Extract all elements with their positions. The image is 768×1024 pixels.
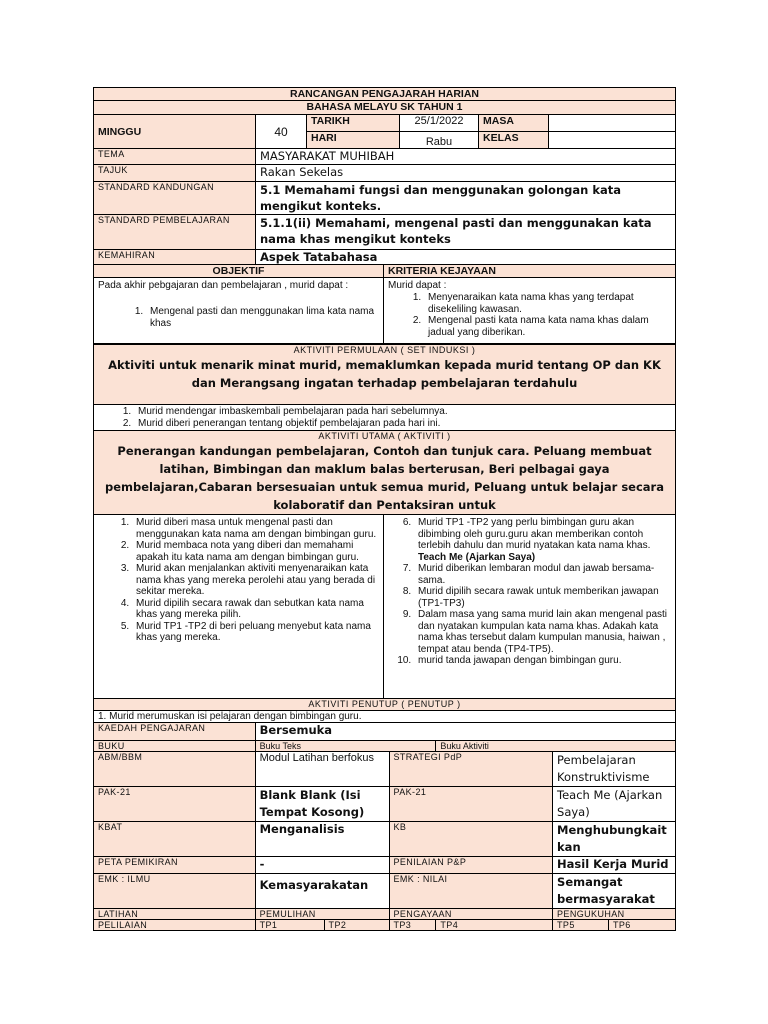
standard-kandungan-label: STANDARD KANDUNGAN (94, 182, 256, 215)
bottom-table (93, 722, 676, 931)
masa-value (549, 115, 676, 132)
objektif-table (93, 264, 676, 344)
minggu-label: MINGGU (94, 115, 256, 149)
tarikh-value: 25/1/2022 (400, 115, 479, 132)
kb-value: Menghubungkaitkan (553, 822, 676, 857)
pak2-label: PAK-21 (389, 787, 553, 822)
list-item: 1. Murid diberi masa untuk mengenal pasti dan menggunakan kata nama am dengan bimbingan guru. (132, 517, 379, 540)
kelas-label: KELAS (479, 132, 549, 149)
hari-label: HARI (307, 132, 400, 149)
page-title: RANCANGAN PENGAJARAH HARIAN (94, 88, 676, 101)
permulaan-summary: Aktiviti untuk menarik minat murid, memaklumkan kepada murid tentang OP dan KK dan Merangsang ingatan terhadap pembelajaran terdahulu (108, 358, 661, 390)
utama-item6-text: Murid TP1 -TP2 yang perlu bimbingan guru akan dibimbing oleh guru.guru akan memberikan contoh terlebih dahulu dan murid nyatakan kata nama khas. (418, 517, 651, 551)
emk-nilai-label: EMK : NILAI (389, 874, 553, 909)
emk-ilmu-label: EMK : ILMU (94, 874, 256, 909)
pengayaan-label: PENGAYAAN (389, 909, 553, 920)
subject-title: BAHASA MELAYU SK TAHUN 1 (94, 101, 676, 115)
utama-summary: Penerangan kandungan pembelajaran, Contoh dan tunjuk cara. Peluang membuat latihan, Bimbingan dan maklum balas berterusan, Beri pelbagai gaya pembelajaran,Cabaran bersesuaian untuk semua murid, Peluang untuk belajar secara kolaboratif dan Pentaksiran untuk (105, 444, 664, 512)
kbat-label: KBAT (94, 822, 256, 857)
standard-kandungan-value: 5.1 Memahami fungsi dan menggunakan golongan kata mengikut konteks. (256, 182, 676, 215)
fields-table (93, 148, 676, 266)
objektif-intro: Pada akhir pebgajaran dan pembelajaran , murid dapat : (98, 280, 349, 291)
list-item: 2. Murid diberi penerangan tentang objektif pembelajaran pada hari ini. (134, 418, 671, 430)
permulaan-list-cell (94, 405, 676, 431)
utama-table (93, 430, 676, 707)
tema-value: MASYARAKAT MUHIBAH (256, 149, 676, 165)
latihan-label: LATIHAN (94, 909, 256, 920)
kriteria-heading: KRITERIA KEJAYAAN (384, 265, 676, 278)
penutup-heading: AKTIVITI PENUTUP ( PENUTUP ) (94, 699, 676, 711)
list-item: 5. Murid TP1 -TP2 di beri peluang menyebut kata nama khas yang mereka. (132, 621, 379, 644)
tp3-label: TP3 (389, 920, 436, 931)
strategi-value: Pembelajaran Konstruktivisme (553, 752, 676, 787)
list-item: 9. Dalam masa yang sama murid lain akan mengenal pasti dan nyatakan kumpulan kata nama khas. Adakah kata nama khas tersebut dalam kumpulan manusia, haiwan , tempat atau benda (TP4-TP5). (414, 609, 671, 655)
utama-right (384, 515, 676, 707)
pelilaian-label: PELILAIAN (94, 920, 256, 931)
kemahiran-label: KEMAHIRAN (94, 250, 256, 266)
list-item: 2. Murid membaca nota yang diberi dan memahami apakah itu kata nama am dengan bimbingan guru. (132, 540, 379, 563)
tp5-label: TP5 (553, 920, 609, 931)
strategi-label: STRATEGI PdP (389, 752, 553, 787)
utama-left-list (98, 517, 379, 644)
utama-left (94, 515, 384, 707)
tajuk-value: Rakan Sekelas (256, 165, 676, 182)
utama-block (94, 431, 676, 515)
tema-label: TEMA (94, 149, 256, 165)
list-item: 1. Mengenal pasti dan menggunakan lima kata nama khas (146, 306, 379, 329)
permulaan-list (98, 406, 671, 429)
masa-label: MASA (479, 115, 549, 132)
emk-ilmu-value: Kemasyarakatan (255, 874, 389, 909)
pengukuhan-label: PENGUKUHAN (553, 909, 676, 920)
list-item (414, 517, 671, 563)
permulaan-heading: AKTIVITI PERMULAAN ( SET INDUKSI ) (293, 345, 476, 355)
utama-item6-bold: Teach Me (Ajarkan Saya) (418, 551, 536, 563)
buku-aktiviti: Buku Aktiviti (436, 741, 676, 752)
tajuk-label: TAJUK (94, 165, 256, 182)
kaedah-value: Bersemuka (255, 723, 675, 741)
pemulihan-label: PEMULIHAN (255, 909, 389, 920)
hari-value: Rabu (400, 132, 479, 149)
penutup-table (93, 698, 676, 723)
utama-heading: AKTIVITI UTAMA ( AKTIVITI ) (318, 431, 451, 441)
kriteria-content (384, 278, 676, 344)
kaedah-label: KAEDAH PENGAJARAN (94, 723, 256, 741)
kemahiran-value: Aspek Tatabahasa (256, 250, 676, 266)
tp2-label: TP2 (324, 920, 389, 931)
penilaian-value: Hasil Kerja Murid (553, 857, 676, 874)
tarikh-label: TARIKH (307, 115, 400, 132)
kriteria-intro: Murid dapat : (388, 280, 447, 291)
abm-label: ABM/BBM (94, 752, 256, 787)
permulaan-table (93, 344, 676, 431)
kb-label: KB (389, 822, 553, 857)
penutup-text: 1. Murid merumuskan isi pelajaran dengan bimbingan guru. (94, 711, 676, 723)
list-item: 4. Murid dipilih secara rawak dan sebutkan kata nama khas yang mereka pilih. (132, 598, 379, 621)
pak2-value: Teach Me (Ajarkan Saya) (553, 787, 676, 822)
peta-value: - (255, 857, 389, 874)
list-item: 1. Murid mendengar imbaskembali pembelajaran pada hari sebelumnya. (134, 406, 671, 418)
list-item: 1. Menyenaraikan kata nama khas yang terdapat disekeliling kawasan. (424, 292, 671, 315)
pak-value: Blank Blank (Isi Tempat Kosong) (255, 787, 389, 822)
abm-value: Modul Latihan berfokus (255, 752, 389, 787)
tp6-label: TP6 (608, 920, 675, 931)
kbat-value: Menganalisis (255, 822, 389, 857)
pak-label: PAK-21 (94, 787, 256, 822)
peta-label: PETA PEMIKIRAN (94, 857, 256, 874)
list-item: 2. Mengenal pasti kata nama kata nama khas dalam jadual yang diberikan. (424, 315, 671, 338)
kelas-value (549, 132, 676, 149)
objektif-heading: OBJEKTIF (94, 265, 384, 278)
list-item: 7. Murid diberikan lembaran modul dan jawab bersama-sama. (414, 563, 671, 586)
buku-label: BUKU (94, 741, 256, 752)
kriteria-list (388, 292, 671, 338)
standard-pembelajaran-value: 5.1.1(ii) Memahami, mengenal pasti dan menggunakan kata nama khas mengikut konteks (256, 215, 676, 250)
minggu-value: 40 (256, 115, 307, 149)
emk-nilai-value: Semangat bermasyarakat (553, 874, 676, 909)
buku-teks: Buku Teks (255, 741, 436, 752)
tp1-label: TP1 (255, 920, 324, 931)
rph-table (93, 87, 676, 149)
list-item: 8. Murid dipilih secara rawak untuk memberikan jawapan (TP1-TP3) (414, 586, 671, 609)
permulaan-block (94, 345, 676, 405)
objektif-content (94, 278, 384, 344)
list-item: 3. Murid akan menjalankan aktiviti menyenaraikan kata nama khas yang mereka perolehi atau yang berada di sekitar mereka. (132, 563, 379, 598)
list-item: 10. murid tanda jawapan dengan bimbingan guru. (414, 655, 671, 667)
objektif-list (98, 306, 379, 329)
tp4-label: TP4 (436, 920, 553, 931)
utama-right-list (388, 517, 671, 667)
standard-pembelajaran-label: STANDARD PEMBELAJARAN (94, 215, 256, 250)
penilaian-label: PENILAIAN P&P (389, 857, 553, 874)
